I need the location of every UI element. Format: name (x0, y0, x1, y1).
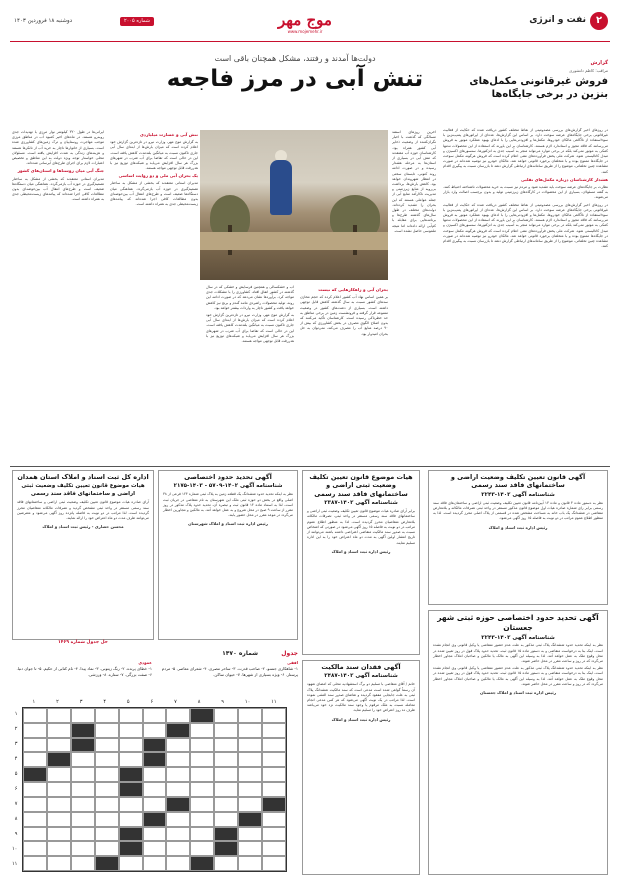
col-number: ۹ (221, 699, 224, 705)
notice-subtitle: شناسنامه آگهی ۱۴۰۲-۵۷۰۹ - ۱۴۰۳-۲۱۷۵ (173, 483, 283, 490)
solution-title: حل جدول شماره ۱۴۶۹ (58, 640, 108, 645)
crossword-block (143, 752, 167, 767)
crossword-block (143, 738, 167, 753)
notice-body: نظر به اینکه تحدید حدود ششدانگ پلاک ثبتی مذکور به علت عدم حضور متقاضی یا وکیل قانونی وی انجام نشده است، اینک بنا به درخواست متقاضی و به دستور ماده ۱۵ قانون ثبت، تحدید حدود پلاک فوق در روز تعیین شده در محل وقوع ملک به عمل خواهد آمد. لذا به وسیله این آگهی به مالک یا مالکین و صاحبان املاک مجاور اخطار می‌گردد که در روز و ساعت مقرر در محل حاضر شوند. (433, 666, 603, 686)
crossword-cell[interactable] (262, 752, 286, 767)
crossword-cell[interactable] (71, 767, 95, 782)
crossword-cell[interactable] (238, 723, 262, 738)
grid-row-numbers (12, 707, 17, 872)
col-number: ۲ (56, 699, 59, 705)
brand-logo: موج مهر (278, 11, 332, 29)
lead-paragraph: آخرین روزهای اسفند مسالگی که گذشت با اخبار نگران‌کننده از وضعیت ذخایر آبی کشور همراه بود. کارشناسان حوزه آب معتقدند که تنش آبی در بسیاری از استان‌ها به مرحله هشدار رسیده و در صورت ادامه روند کنونی، تابستان سختی در انتظار شهروندان خواهد بود. کاهش بارش‌ها، برداشت بی‌رویه از منابع زیرزمینی و مدیریت ناکارآمد منابع آبی از جمله عواملی هستند که این بحران را تشدید کرده‌اند. دولت‌های مختلف در طول سال‌های گذشته طرح‌ها و برنامه‌هایی برای مقابله با کم‌آبی ارائه داده‌اند اما نتیجه ملموسی حاصل نشده است. (392, 130, 436, 233)
crossword-cell[interactable] (214, 856, 238, 871)
notice-footer: رئیس اداره ثبت اسناد و املاک جعستان (480, 690, 556, 696)
crossword-cell[interactable] (95, 767, 119, 782)
notice-footer: رئیس اداره ثبت اسناد و املاک (488, 524, 548, 530)
crossword-cell[interactable] (23, 827, 47, 842)
lead-subheading: تنش آبی و خسارت میلیاردی (139, 132, 198, 137)
crossword-cell[interactable] (71, 812, 95, 827)
crossword-cell[interactable] (190, 827, 214, 842)
notice-subtitle: شناسنامه آگهی ۱۴۰۲-۲۲۴۳ (481, 634, 555, 641)
crossword-block (119, 827, 143, 842)
crossword-cell[interactable] (71, 797, 95, 812)
lead-column-3 (206, 285, 294, 460)
article-subheading: هشدار کارشناسان درباره مکمل‌های تقلبی (520, 176, 608, 182)
crossword-cell[interactable] (23, 782, 47, 797)
notice-footer: محسن حصاری - رئیس ثبت اسناد و املاک (42, 524, 124, 530)
legal-notice-box (158, 470, 298, 640)
page-number: ۲ (590, 12, 608, 30)
notice-title: اداره کل ثبت اسناد و املاک استان همدان (17, 473, 149, 481)
crossword-cell[interactable] (47, 767, 71, 782)
puzzle-number: شماره ۱۴۷۰ (222, 650, 258, 657)
crossword-cell[interactable] (119, 797, 143, 812)
crossword-block (47, 752, 71, 767)
notice-footer: رئیس اداره ثبت اسناد و املاک شهرستان (188, 521, 268, 527)
crossword-cell[interactable] (166, 841, 190, 856)
col-number: ۷ (174, 699, 177, 705)
mud-wall (200, 232, 388, 250)
lead-paragraph: مدیران استانی معتقدند که بخشی از مشکل به ساختار تصمیم‌گیری در حوزه آب بازمی‌گردد. هماهنگی میان دستگاه‌ها ضعیف است و طرح‌های انتقال آب بین‌حوضه‌ای بدون مطالعات کافی اجرا شده‌اند که پیامدهای زیست‌محیطی جدی به همراه داشته است. (110, 181, 198, 207)
crossword-cell[interactable] (143, 708, 167, 723)
crossword-cell[interactable] (119, 738, 143, 753)
crossword-cell[interactable] (23, 797, 47, 812)
crossword-block (166, 797, 190, 812)
crossword-cell[interactable] (190, 782, 214, 797)
issue-number: شماره ۲۰۰۵ (120, 17, 154, 26)
crossword-cell[interactable] (214, 723, 238, 738)
section-title: نفت و انرژی (529, 15, 586, 25)
crossword-block (143, 812, 167, 827)
dateline: دوشنبه ۱۸ فروردین ۱۴۰۳ (14, 18, 73, 24)
down-clues (12, 660, 152, 677)
crossword-cell[interactable] (143, 841, 167, 856)
lead-column-5 (12, 130, 104, 460)
crossword-cell[interactable] (95, 782, 119, 797)
notice-subtitle: هیات موضوع قانون تعیین تکلیف وضعیت ثبتی اراضی و ساختمانهای فاقد سند رسمی (21, 483, 145, 498)
row-number: ۲ (14, 725, 18, 732)
person-figure (270, 160, 292, 215)
crossword-cell[interactable] (47, 797, 71, 812)
section-divider (10, 466, 610, 467)
crossword-cell[interactable] (47, 708, 71, 723)
crossword-cell[interactable] (95, 738, 119, 753)
crossword-block (262, 797, 286, 812)
legal-notice-box (12, 470, 154, 640)
crossword-cell[interactable] (262, 767, 286, 782)
notice-subtitle: شناسنامه آگهی ۱۴۰۲-۲۲۴۳ (481, 491, 555, 498)
crossword-block (119, 782, 143, 797)
notice-title: آگهی تحدید حدود اختصاصی حوزه ثبتی شهر جعستان (437, 613, 599, 632)
crossword-cell[interactable] (119, 752, 143, 767)
crossword-cell[interactable] (23, 723, 47, 738)
crossword-cell[interactable] (190, 767, 214, 782)
crossword-cell[interactable] (238, 856, 262, 871)
row-number: ۱۰ (12, 845, 18, 852)
crossword-cell[interactable] (47, 812, 71, 827)
article-kicker: گزارش (590, 60, 608, 66)
article-paragraph: در روزهای اخیر گزارش‌های بررسی مصدومیتی از نقاط مختلف کشور دریافت شده که حکایت از فعالیت غیرقانونی برخی جایگاه‌های عرضه سوخت دارد. بر اساس این گزارش‌ها، عده‌ای از اپراتورهای پمپ‌بنزین با سوءاستفاده از ناآگاهی مالکان خودروها، مکمل‌ها و افزودنی‌هایی را با ادعای بهبود عملکرد موتور به فروش می‌رسانند که فاقد مجوز و استاندارد لازم هستند. کارشناسان بر این باورند که استفاده از این محصولات نه‌تنها کمکی به موتور نمی‌کند بلکه در برخی موارد می‌تواند منجر به آسیب جدی به انژکتورها، سنسورهای اکسیژن و مبدل کاتالیستی شود. شرکت ملی پخش فرآورده‌های نفتی اعلام کرده است که فروش هرگونه مکمل سوخت در جایگاه‌ها ممنوع بوده و با متخلفان برخورد قانونی خواهد شد. مالکان خودرو نیز توصیه شده‌اند در صورت مشاهده چنین تخلفاتی، موضوع را از طریق سامانه‌های ارتباطی گزارش دهند تا بازرسان نسبت به پیگیری اقدام کنند. (443, 202, 608, 249)
crossword-block (190, 856, 214, 871)
crossword-cell[interactable] (71, 827, 95, 842)
row-number: ۸ (14, 815, 18, 822)
crossword-cell[interactable] (143, 782, 167, 797)
article-paragraph: نظارت بر جایگاه‌های عرضه سوخت باید تشدید شود و مردم نیز نسبت به خرید محصولات ناشناخته احتیاط کنند. به گفته مسئولان، بسیاری از این محصولات در کارگاه‌های زیرزمینی تولید و بدون برچسب اصالت وارد بازار می‌شوند. (443, 184, 608, 200)
right-article (443, 60, 608, 101)
crossword-cell[interactable] (47, 827, 71, 842)
crossword-block (71, 723, 95, 738)
puzzle-title: جدول (281, 650, 298, 657)
crossword-cell[interactable] (262, 827, 286, 842)
lead-paragraph: ایرانی‌ها در طول ۳۲۰ کیلومتر نوار مرزی با تهدیدات جدی روبه‌رو هستند. در ماه‌های اخیر کمبود آب در مناطق مرزی موجب مهاجرت روستاییان و ترک زمین‌های کشاورزی شده است. بسیاری از خانوارها ناچار به خرید آب از تانکرها هستند و هزینه‌های زندگی به شدت افزایش یافته است. مسئولان محلی خواستار توجه ویژه دولت به این مناطق و تخصیص اعتبارات لازم برای اجرای طرح‌های آبرسانی شده‌اند. (12, 130, 104, 166)
crossword-cell[interactable] (214, 752, 238, 767)
notice-title: آگهی تحدید حدود اختصاصی (184, 473, 272, 481)
across-clues (158, 660, 298, 677)
crossword-cell[interactable] (262, 738, 286, 753)
crossword-cell[interactable] (190, 738, 214, 753)
crossword-cell[interactable] (262, 856, 286, 871)
crossword-cell[interactable] (23, 856, 47, 871)
crossword-cell[interactable] (262, 782, 286, 797)
crossword-cell[interactable] (214, 767, 238, 782)
col-number: ۱۱ (271, 699, 277, 705)
crossword-block (238, 812, 262, 827)
crossword-cell[interactable] (190, 723, 214, 738)
crossword-cell[interactable] (190, 841, 214, 856)
article-paragraph: در روزهای اخیر گزارش‌های بررسی مصدومیتی از نقاط مختلف کشور دریافت شده که حکایت از فعالیت غیرقانونی برخی جایگاه‌های عرضه سوخت دارد. بر اساس این گزارش‌ها، عده‌ای از اپراتورهای پمپ‌بنزین با سوءاستفاده از ناآگاهی مالکان خودروها، مکمل‌ها و افزودنی‌هایی را با ادعای بهبود عملکرد موتور به فروش می‌رسانند که فاقد مجوز و استاندارد لازم هستند. کارشناسان بر این باورند که استفاده از این محصولات نه‌تنها کمکی به موتور نمی‌کند بلکه در برخی موارد می‌تواند منجر به آسیب جدی به انژکتورها، سنسورهای اکسیژن و مبدل کاتالیستی شود. شرکت ملی پخش فرآورده‌های نفتی اعلام کرده است که فروش هرگونه مکمل سوخت در جایگاه‌ها ممنوع بوده و با متخلفان برخورد قانونی خواهد شد. مالکان خودرو نیز توصیه شده‌اند در صورت مشاهده چنین تخلفاتی، موضوع را از طریق سامانه‌های ارتباطی گزارش دهند تا بازرسان نسبت به پیگیری اقدام کنند. (443, 128, 608, 174)
crossword-cell[interactable] (47, 856, 71, 871)
col-number: ۵ (126, 699, 130, 705)
crossword-cell[interactable] (262, 841, 286, 856)
lead-column-4 (110, 130, 198, 460)
lead-paragraph: به گزارش موج مهر، وزارت نیرو در تازه‌ترین گزارش خود اعلام کرده است که میزان بارش‌ها از ابتدای سال آبی جاری تاکنون نسبت به میانگین بلندمدت کاهش یافته است. این در حالی است که تقاضا برای آب شرب در شهرهای بزرگ هر سال افزایش می‌یابد و شبکه‌های توزیع نیز با هدررفت قابل توجهی مواجه هستند. (110, 140, 198, 171)
crossword-cell[interactable] (238, 752, 262, 767)
notice-footer: رئیس اداره ثبت اسناد و املاک (331, 716, 391, 722)
grid-column-numbers (22, 699, 287, 706)
row-number: ۱۱ (12, 860, 18, 867)
row-number: ۵ (14, 770, 18, 777)
crossword-cell[interactable] (214, 812, 238, 827)
crossword-cell[interactable] (166, 767, 190, 782)
lead-paragraph: مدیران استانی معتقدند که بخشی از مشکل به ساختار تصمیم‌گیری در حوزه آب بازمی‌گردد. هماهنگی میان دستگاه‌ها ضعیف است و طرح‌های انتقال آب بین‌حوضه‌ای بدون مطالعات کافی اجرا شده‌اند که پیامدهای زیست‌محیطی جدی به همراه داشته است. (12, 176, 104, 202)
crossword-cell[interactable] (47, 782, 71, 797)
article-title: فروش غیرقانونی مکمل‌های بنزین در برخی جایگاه‌ها (469, 76, 608, 101)
notice-body: خانم / آقای متقاضی با تسلیم دو برگ استشهادیه محلی که امضای شهود آن رسماً گواهی شده است مدعی است که سند مالکیت ششدانگ پلاک ثبتی به علت جابجایی مفقود گردیده و تقاضای صدور سند المثنی نموده است. لذا مراتب در یک نوبت آگهی می‌شود که هر کس مدعی انجام معامله نسبت به ملک مرقوم یا وجود سند مالکیت نزد خود می‌باشد ظرف ده روز اعتراض خود را تسلیم نماید. (307, 682, 415, 713)
col-number: ۱۰ (244, 699, 251, 705)
down-title: عمودی (138, 660, 152, 665)
crossword-puzzle (12, 650, 298, 878)
lead-subheading: جنگ آبی میان روستاها و استان‌های کشور (17, 168, 104, 174)
crossword-cell[interactable] (262, 723, 286, 738)
across-title: افقی (287, 660, 298, 665)
crossword-cell[interactable] (23, 738, 47, 753)
across-text: ۱- شاهکاری جنسو. ۲- صاحب قدرت. ۳- ساحر مصری. ۴- شعرای معاصر. ۵- مردم پرستار. ۶- ویژه بسیاری از شهرها. ۷- حیوان ساکن. (161, 665, 298, 677)
lead-paragraph: بر همین اساس نهاد آب کشور اعلام کرده که حجم مخازن سدهای کشور نسبت به سال گذشته کاهش قابل توجهی داشته است. بسیاری از دشت‌های کشور در وضعیت ممنوعه قرار گرفته و فرونشست زمین در برخی مناطق به حد خطرناکی رسیده است. کارشناسان تأکید می‌کنند که بدون اصلاح الگوی مصرف در بخش کشاورزی که بیش از ۹۰ درصد منابع آب را مصرف می‌کند، نمی‌توان به حل بحران امیدوار بود. (300, 295, 388, 336)
crossword-cell[interactable] (47, 738, 71, 753)
lead-paragraph: به گزارش موج مهر، وزارت نیرو در تازه‌ترین گزارش خود اعلام کرده است که میزان بارش‌ها از ابتدای سال آبی جاری تاکنون نسبت به میانگین بلندمدت کاهش یافته است. این در حالی است که تقاضا برای آب شرب در شهرهای بزرگ هر سال افزایش می‌یابد و شبکه‌های توزیع نیز با هدررفت قابل توجهی مواجه هستند. (206, 313, 294, 344)
col-number: ۱ (32, 699, 36, 705)
crossword-block (95, 856, 119, 871)
notice-body: نظر به دستور ماده ۳ قانون و ماده ۱۳ آیین‌نامه قانون تعیین تکلیف وضعیت ثبتی اراضی و ساختمان‌های فاقد سند رسمی برابر رای شماره صادره هیات اول موضوع قانون مذکور مستقر در واحد ثبتی تصرفات مالکانه و بلامعارض متقاضی در ششدانگ یک باب خانه به مساحت مشخص شده در قسمتی از پلاک اصلی محرز گردیده است. لذا به منظور اطلاع عموم مراتب در دو نوبت به فاصله ۱۵ روز آگهی می‌شود. (433, 500, 603, 521)
row-number: ۷ (14, 800, 18, 807)
crossword-block (214, 841, 238, 856)
crossword-cell[interactable] (71, 856, 95, 871)
legal-notice-box (302, 660, 420, 875)
notice-footer: رئیس اداره ثبت اسناد و املاک (331, 548, 391, 554)
crossword-cell[interactable] (119, 723, 143, 738)
crossword-cell[interactable] (262, 708, 286, 723)
notice-title: هیات موضوع قانون تعیین تکلیف وضعیت ثبتی اراضی و ساختمانهای فاقد سند رسمی (309, 473, 413, 498)
crossword-cell[interactable] (23, 752, 47, 767)
crossword-cell[interactable] (95, 827, 119, 842)
notice-subtitle: شناسنامه آگهی ۱۴۰۲-۲۴۸۷ (324, 673, 398, 680)
crossword-block (119, 841, 143, 856)
row-number: ۶ (14, 785, 18, 792)
crossword-cell[interactable] (47, 841, 71, 856)
crossword-cell[interactable] (238, 782, 262, 797)
lead-column-1 (392, 130, 436, 460)
lead-headline: تنش آبی در مرز فاجعه (166, 65, 424, 92)
lead-supertitle: دولت‌ها آمدند و رفتند، مشکل همچنان باقی است (214, 54, 376, 63)
col-number: ۴ (103, 699, 107, 705)
notice-body: برابر آرای صادره هیات موضوع قانون تعیین تکلیف وضعیت ثبتی اراضی و ساختمانهای فاقد سند رسمی مستقر در واحد ثبتی، تصرفات مالکانه بلامعارض متقاضیان محرز گردیده است. لذا به منظور اطلاع عموم مراتب در دو نوبت به فاصله ۱۵ روز آگهی می‌شود در صورتی که اشخاص نسبت به صدور سند مالکیت متقاضی اعتراضی داشته باشند می‌توانند از تاریخ انتشار اولین آگهی به مدت دو ماه اعتراض خود را به این اداره تسلیم نمایند. (307, 509, 415, 545)
crossword-cell[interactable] (214, 797, 238, 812)
legal-notice-box (428, 470, 608, 605)
lead-subheading: یک بحران آبی ملی و دو روایت اساسی (118, 173, 198, 179)
crossword-cell[interactable] (95, 841, 119, 856)
legal-notice-box (428, 610, 608, 875)
col-number: ۳ (79, 699, 83, 705)
crossword-cell[interactable] (95, 723, 119, 738)
lead-story-header (165, 53, 425, 92)
crossword-cell[interactable] (143, 827, 167, 842)
crossword-block (190, 708, 214, 723)
crossword-cell[interactable] (23, 812, 47, 827)
col-number: ۶ (150, 699, 154, 705)
crossword-cell[interactable] (166, 856, 190, 871)
crossword-cell[interactable] (143, 723, 167, 738)
crossword-cell[interactable] (95, 797, 119, 812)
page-header (10, 8, 610, 42)
crossword-cell[interactable] (238, 767, 262, 782)
row-number: ۴ (14, 755, 18, 762)
crossword-cell[interactable] (166, 708, 190, 723)
col-number: ۸ (197, 699, 201, 705)
crossword-cell[interactable] (166, 782, 190, 797)
crossword-cell[interactable] (143, 856, 167, 871)
crossword-cell[interactable] (214, 738, 238, 753)
crossword-block (166, 723, 190, 738)
crossword-cell[interactable] (119, 812, 143, 827)
row-number: ۱ (14, 710, 18, 717)
crossword-cell[interactable] (238, 708, 262, 723)
lead-subheading: بحران آبی و راهکارهایی که نیست (318, 287, 388, 292)
lead-photo (200, 130, 388, 280)
crossword-cell[interactable] (143, 767, 167, 782)
crossword-cell[interactable] (166, 738, 190, 753)
crossword-cell[interactable] (238, 841, 262, 856)
crossword-cell[interactable] (190, 752, 214, 767)
notice-title: آگهی قانون تعیین تکلیف وضعیت اراضی و ساختمانهای فاقد سند رسمی (450, 473, 586, 490)
crossword-cell[interactable] (47, 723, 71, 738)
notice-body: آرای صادره هیات موضوع قانون تعیین تکلیف وضعیت ثبتی اراضی و ساختمانهای فاقد سند رسمی مستقر در واحد ثبتی مشخص گردید و تصرفات مالکانه متقاضیان محرز گردیده است. لذا مراتب در دو نوبت به فاصله پانزده روز آگهی می‌شود و معترضین می‌توانند ظرف مدت دو ماه اعتراض خود را ارائه نمایند. (17, 500, 149, 520)
row-number: ۹ (14, 830, 18, 837)
lead-column-2 (300, 285, 388, 460)
crossword-block (71, 738, 95, 753)
crossword-cell[interactable] (95, 752, 119, 767)
clue-lists (12, 660, 298, 700)
crossword-cell[interactable] (238, 738, 262, 753)
crossword-cell[interactable] (23, 708, 47, 723)
down-text: ۱- خطای پرنده. ۲- رنگ زیتونی. ۳- نماد پیدا. ۴- نام کتابی از حکیم. ۵- تا جوان دنیا. ۶- صفت بزرگی. ۷- ستاره. ۸- ورزشی. (16, 665, 152, 677)
notice-title: آگهی فقدان سند مالکیت (321, 663, 401, 671)
lead-paragraph: آب و خشکسالی و همچنین فرسایش و خشکی که در سال گذشته در کشور اتفاق افتاد، کشاورزی را با مشکلات جدی مواجه کرد. برآوردها نشان می‌دهد که در صورت ادامه این روند، تولید محصولات راهبردی مانند گندم و برنج نیز کاهش خواهد یافت و کشور ناچار به واردات بیشتر خواهد بود. (206, 285, 294, 310)
row-number: ۳ (14, 740, 18, 747)
notice-body: نظر به اینکه تحدید حدود ششدانگ یک قطعه زمین به پلاک ثبتی شماره ۱۲۴ فرعی از ۳۸ اصلی واقع در بخش دو حوزه ثبتی ملک این شهرستان به نام متقاضی در جریان ثبت است، لذا به استناد ماده ۱۴ قانون ثبت و تبصره آن، تحدید حدود پلاک مذکور در روز مقرر از ساعت ۹ صبح در محل شروع و به عمل خواهد آمد. به مالکین و مجاورین اخطار می‌گردد در موعد مقرر در محل حضور یابند. (163, 492, 294, 518)
crossword-grid (22, 707, 287, 872)
right-article-body (443, 128, 608, 458)
brand-url: www.mojemehr.ir (287, 29, 323, 34)
crossword-cell[interactable] (190, 797, 214, 812)
crossword-block (23, 767, 47, 782)
crossword-cell[interactable] (71, 708, 95, 723)
crossword-cell[interactable] (143, 797, 167, 812)
crossword-cell[interactable] (190, 812, 214, 827)
crossword-cell[interactable] (166, 752, 190, 767)
crossword-cell[interactable] (71, 841, 95, 856)
crossword-cell[interactable] (71, 752, 95, 767)
crossword-cell[interactable] (214, 708, 238, 723)
crossword-cell[interactable] (95, 708, 119, 723)
crossword-block (119, 767, 143, 782)
crossword-cell[interactable] (71, 782, 95, 797)
crossword-cell[interactable] (23, 841, 47, 856)
crossword-cell[interactable] (262, 812, 286, 827)
crossword-cell[interactable] (166, 812, 190, 827)
legal-notice-box (302, 470, 420, 655)
crossword-cell[interactable] (238, 797, 262, 812)
crossword-cell[interactable] (238, 827, 262, 842)
crossword-cell[interactable] (214, 782, 238, 797)
crossword-cell[interactable] (119, 856, 143, 871)
crossword-cell[interactable] (95, 812, 119, 827)
crossword-cell[interactable] (166, 827, 190, 842)
article-byline: مراقب: کاظم دانشوری (569, 68, 608, 74)
notice-subtitle: شناسنامه آگهی ۱۴۰۲-۲۳۸۷ (324, 500, 398, 507)
notice-body: نظر به اینکه تحدید حدود ششدانگ پلاک ثبتی مذکور به علت عدم حضور متقاضی یا وکیل قانونی وی انجام نشده است، اینک بنا به درخواست متقاضی و به دستور ماده ۱۵ قانون ثبت، تحدید حدود پلاک فوق در روز تعیین شده در محل وقوع ملک به عمل خواهد آمد. لذا به وسیله این آگهی به مالک یا مالکین و صاحبان املاک مجاور اخطار می‌گردد که در روز و ساعت مقرر در محل حاضر شوند. (433, 643, 603, 664)
crossword-cell[interactable] (119, 708, 143, 723)
crossword-block (214, 827, 238, 842)
